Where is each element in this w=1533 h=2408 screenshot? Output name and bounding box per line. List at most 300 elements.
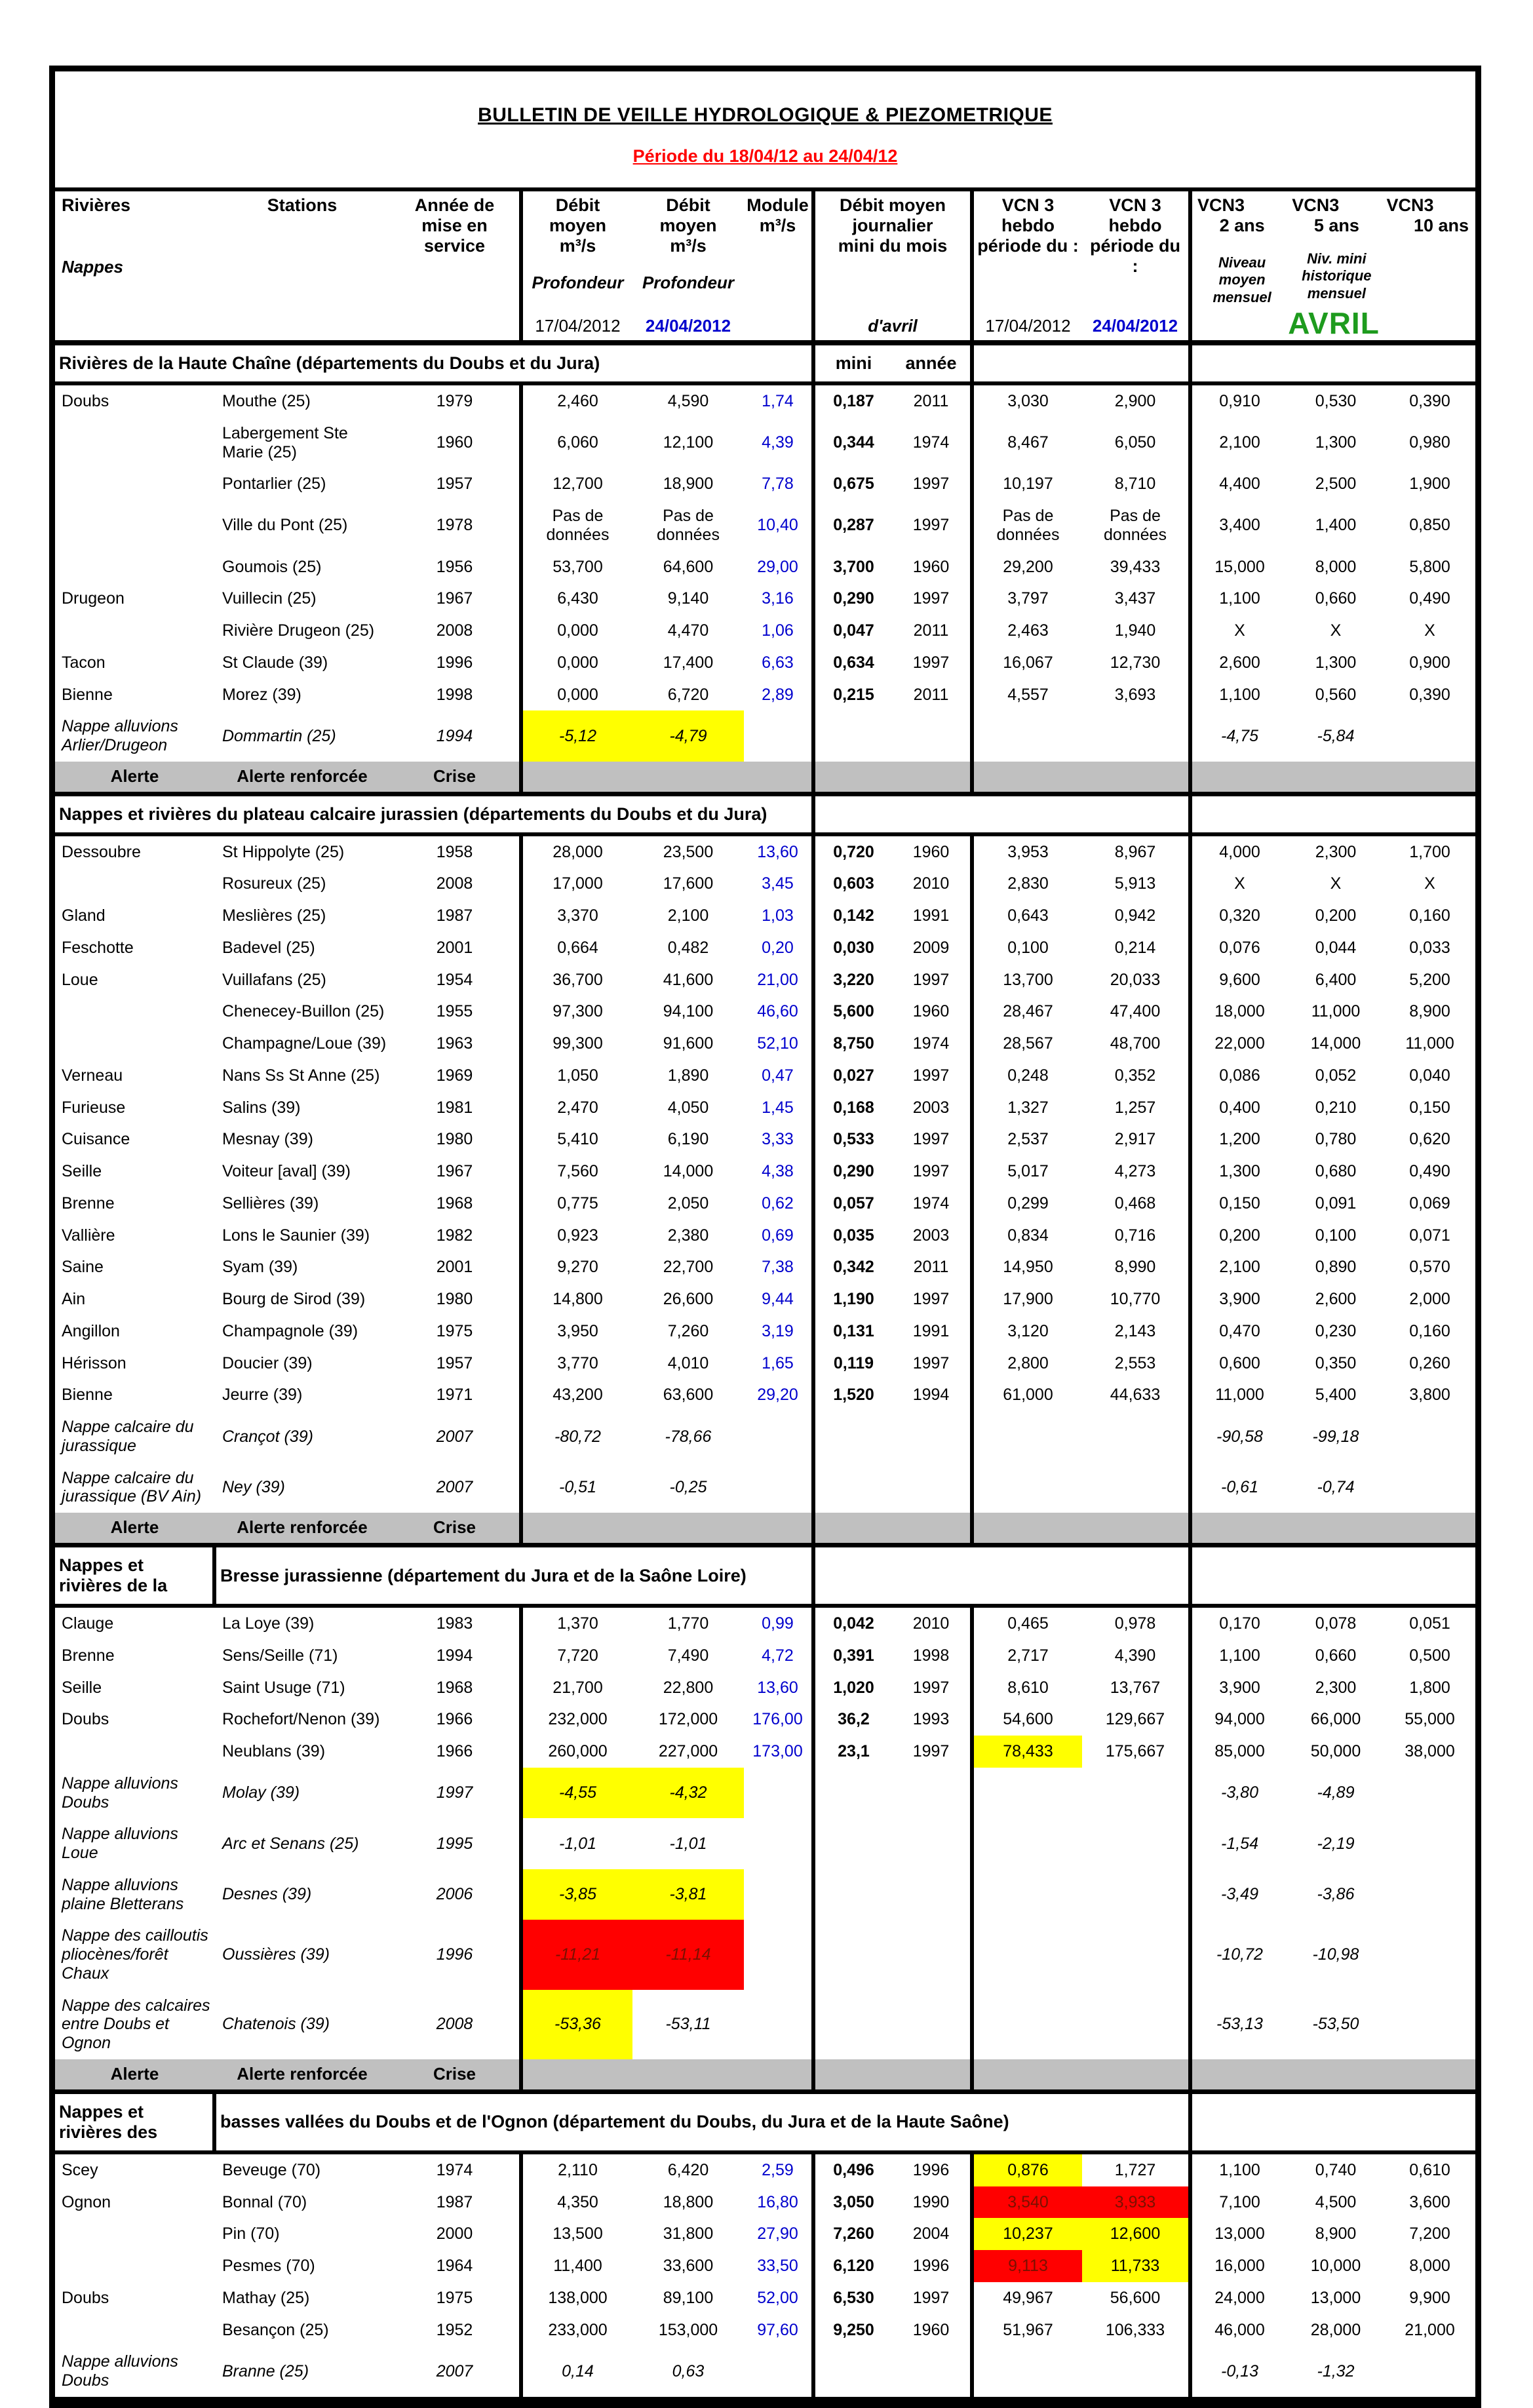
module-cell [744, 1818, 813, 1869]
section-title-spacer [972, 343, 1190, 383]
vcn-hebdo-prev-cell: 8,610 [972, 1672, 1082, 1704]
annee-service-cell: 1979 [436, 392, 473, 411]
debit-prev-cell: 6,430 [521, 583, 632, 615]
vcn-hebdo-prev-cell: 2,830 [972, 868, 1082, 900]
vcn-hebdo-prev-cell: 3,540 [972, 2186, 1082, 2219]
station-cell: Pontarlier (25) [222, 475, 326, 494]
riviere-cell: Angillon [62, 1321, 120, 1340]
vcn3-2ans-cell: 1,300 [1190, 1155, 1287, 1188]
station-cell: Chatenois (39) [222, 2015, 330, 2034]
vcn3-5ans-cell: 14,000 [1310, 1034, 1361, 1053]
debit-curr-cell: 18,800 [663, 2192, 714, 2211]
vcn-hebdo-prev-cell: 5,017 [972, 1155, 1082, 1188]
vcn3-10ans-cell: 5,800 [1409, 557, 1450, 576]
alerte-renforcee-label: Alerte renforcée [214, 1513, 390, 1545]
mini-mois-cell: 0,533 [813, 1123, 892, 1155]
annee-service-cell: 1983 [436, 1614, 473, 1633]
vcn3-5ans-cell: X [1330, 874, 1342, 893]
riviere-cell: Drugeon [62, 589, 125, 608]
vcn3-5ans-cell: -4,89 [1317, 1783, 1355, 1802]
debit-curr-cell: 64,600 [663, 557, 714, 576]
alerte-label: Alerte [55, 2059, 214, 2091]
mini-mois-cell [813, 710, 892, 762]
vcn3-10ans-cell: 38,000 [1405, 1742, 1455, 1761]
riviere-cell: Nappe alluvions Doubs [62, 1774, 178, 1812]
debit-curr-cell: 0,482 [667, 938, 709, 957]
mini-mois-cell: 1,020 [813, 1672, 892, 1704]
station-cell: Mesnay (39) [222, 1130, 313, 1149]
vcn3-5ans-cell: 8,900 [1315, 2224, 1357, 2243]
station-row [55, 1672, 1475, 1704]
module-cell: 0,20 [762, 938, 794, 957]
vcn-hebdo-prev-cell: 2,463 [972, 615, 1082, 647]
mini-annee-cell: 2011 [913, 1258, 949, 1277]
vcn-hebdo-curr-cell: 106,333 [1105, 2320, 1165, 2339]
riviere-cell: Doubs [62, 2288, 109, 2307]
vcn3-10ans-cell [1384, 1920, 1475, 1989]
vcn3-5ans-cell: 0,091 [1315, 1194, 1357, 1213]
module-cell: 27,90 [757, 2224, 798, 2243]
alerte-spacer [813, 762, 972, 794]
debit-prev-cell: -3,85 [521, 1869, 632, 1920]
vcn-hebdo-prev-cell: 0,248 [972, 1060, 1082, 1092]
mini-annee-cell: 1994 [912, 1386, 950, 1405]
station-cell: Ville du Pont (25) [222, 516, 348, 535]
mini-annee-cell: 1996 [912, 2257, 950, 2276]
annee-service-cell: 1971 [436, 1386, 473, 1405]
debit-curr-cell: -4,79 [632, 710, 744, 762]
vcn-hebdo-prev-cell [972, 1920, 1082, 1989]
vcn3-5ans-cell: -3,86 [1317, 1885, 1355, 1904]
vcn3-10ans-cell: 0,490 [1409, 1162, 1450, 1181]
riviere-cell [55, 615, 214, 647]
vcn3-2ans-cell: 11,000 [1190, 1379, 1287, 1411]
mini-mois-cell [813, 1990, 892, 2059]
station-row [55, 964, 1475, 996]
debit-prev-cell: 6,060 [521, 418, 632, 469]
vcn3-10ans-cell: X [1424, 621, 1435, 640]
station-row [55, 2152, 1475, 2186]
debit-curr-cell: 1,890 [667, 1066, 709, 1085]
debit-curr-cell: 33,600 [663, 2257, 714, 2276]
header-debit-journalier: Débit moyen journalier mini du mois d'avril [813, 191, 972, 343]
station-cell: Vuillafans (25) [222, 970, 326, 989]
debit-curr-cell: -11,14 [632, 1920, 744, 1989]
station-row [55, 932, 1475, 964]
mini-mois-cell: 0,603 [813, 868, 892, 900]
station-row [55, 551, 1475, 583]
vcn3-2ans-cell: -90,58 [1190, 1411, 1287, 1462]
vcn3-2ans-cell: 18,000 [1190, 996, 1287, 1028]
header-nappes-label: Nappes [62, 257, 123, 277]
header-vcn-date-curr: 24/04/2012 [1092, 316, 1178, 336]
mini-annee-cell: 2010 [912, 1614, 950, 1633]
vcn3-5ans-cell: 0,210 [1315, 1098, 1357, 1117]
station-row [55, 1640, 1475, 1672]
vcn3-10ans-cell: 0,900 [1409, 653, 1450, 672]
module-cell: 3,19 [762, 1321, 794, 1340]
annee-service-cell: 1997 [436, 1783, 473, 1802]
vcn-hebdo-prev-cell: 3,030 [972, 383, 1082, 418]
vcn3-5ans-cell: 0,052 [1315, 1066, 1357, 1085]
table-header-row [55, 191, 1475, 343]
riviere-cell: Nappe alluvions Loue [62, 1825, 178, 1863]
module-cell: 173,00 [752, 1742, 803, 1761]
vcn-hebdo-curr-cell: 56,600 [1110, 2288, 1161, 2307]
mini-mois-cell: 0,168 [813, 1092, 892, 1124]
vcn3-5ans-cell: 0,740 [1315, 2160, 1357, 2179]
station-row [55, 615, 1475, 647]
vcn3-2ans-cell: 9,600 [1190, 964, 1287, 996]
section-title-lead: Nappes et rivières de la [55, 1545, 214, 1606]
vcn3-10ans-cell: 0,980 [1409, 433, 1450, 452]
annee-service-cell: 2008 [436, 621, 473, 640]
vcn-hebdo-prev-cell [972, 1818, 1082, 1869]
section-title-spacer [1190, 1545, 1475, 1606]
vcn-hebdo-curr-cell: 8,990 [1114, 1258, 1156, 1277]
riviere-cell: Doubs [62, 392, 109, 411]
station-cell: Syam (39) [222, 1258, 298, 1277]
debit-prev-cell: 4,350 [521, 2186, 632, 2219]
station-cell: Dommartin (25) [222, 726, 336, 745]
vcn3-2ans-cell: 0,200 [1190, 1220, 1287, 1252]
vcn-hebdo-curr-cell: 0,942 [1114, 906, 1156, 925]
station-cell: Badevel (25) [222, 938, 315, 957]
vcn-hebdo-curr-cell: 0,978 [1114, 1614, 1156, 1633]
debit-prev-cell: 43,200 [521, 1379, 632, 1411]
debit-prev-cell: 7,560 [521, 1155, 632, 1188]
debit-prev-cell: 233,000 [521, 2314, 632, 2346]
vcn-hebdo-prev-cell: 2,800 [972, 1348, 1082, 1380]
annee-service-cell: 1987 [436, 906, 473, 925]
mini-mois-cell: 1,190 [813, 1283, 892, 1315]
module-cell [744, 1869, 813, 1920]
vcn3-10ans-cell: 0,150 [1409, 1098, 1450, 1117]
vcn-hebdo-prev-cell: 54,600 [972, 1703, 1082, 1736]
station-cell: Desnes (39) [222, 1885, 312, 1904]
debit-curr-cell: 91,600 [663, 1034, 714, 1053]
debit-prev-cell: 0,14 [521, 2346, 632, 2399]
vcn3-5ans-cell: 2,600 [1315, 1290, 1357, 1309]
vcn-hebdo-curr-cell: 0,468 [1114, 1194, 1156, 1213]
module-cell: 1,06 [762, 621, 794, 640]
vcn3-2ans-cell: -1,54 [1190, 1818, 1287, 1869]
debit-prev-cell: 21,700 [521, 1672, 632, 1704]
station-row [55, 468, 1475, 500]
vcn3-10ans-cell: 0,040 [1409, 1066, 1450, 1085]
vcn3-5ans-cell: 10,000 [1310, 2257, 1361, 2276]
annee-service-cell: 2007 [436, 1427, 473, 1446]
vcn3-10ans-cell [1384, 2346, 1475, 2399]
mini-annee-cell: 1960 [912, 1002, 950, 1021]
module-cell: 9,44 [762, 1290, 794, 1309]
section-title-row [55, 343, 1475, 383]
station-cell: Sens/Seille (71) [222, 1646, 338, 1665]
alerte-spacer [813, 1513, 972, 1545]
header-vcn3-2ans: VCN3 2 ans [1197, 195, 1265, 236]
annee-service-cell: 1964 [436, 2257, 473, 2276]
annee-service-cell: 1981 [436, 1098, 473, 1117]
vcn-hebdo-prev-cell: 0,465 [972, 1606, 1082, 1640]
annee-service-cell: 1994 [436, 726, 473, 745]
vcn3-2ans-cell: -3,80 [1190, 1768, 1287, 1819]
debit-prev-cell: 14,800 [521, 1283, 632, 1315]
debit-prev-cell: 53,700 [521, 551, 632, 583]
mini-mois-cell: 7,260 [813, 2218, 892, 2250]
module-cell [744, 1411, 813, 1462]
mini-annee-cell [892, 2346, 972, 2399]
vcn3-5ans-cell: 0,078 [1315, 1614, 1357, 1633]
module-cell [744, 1462, 813, 1513]
debit-curr-cell: Pas de données [657, 507, 720, 544]
debit-curr-cell: 17,400 [663, 653, 714, 672]
station-row [55, 1283, 1475, 1315]
station-cell: Saint Usuge (71) [222, 1678, 345, 1697]
vcn3-10ans-cell [1384, 1768, 1475, 1819]
debit-prev-cell: 0,000 [521, 615, 632, 647]
mini-mois-cell: 3,050 [813, 2186, 892, 2219]
alerte-spacer [521, 2059, 813, 2091]
mini-annee-cell: 1960 [912, 557, 950, 576]
header-annee-service: Année de mise en service [390, 191, 521, 343]
vcn-hebdo-prev-cell: 10,237 [972, 2218, 1082, 2250]
mini-annee-cell: 2009 [912, 938, 950, 957]
vcn3-2ans-cell: X [1190, 868, 1287, 900]
header-debit-prev: Débit moyen m³/s Profondeur 17/04/2012 [521, 191, 632, 343]
module-cell: 0,47 [762, 1066, 794, 1085]
station-row [55, 1736, 1475, 1768]
debit-prev-cell: 138,000 [521, 2282, 632, 2314]
debit-curr-cell: 94,100 [663, 1002, 714, 1021]
module-cell: 29,00 [757, 557, 798, 576]
vcn3-5ans-cell: 0,350 [1315, 1353, 1357, 1372]
station-row [55, 2218, 1475, 2250]
debit-prev-cell: 3,770 [521, 1348, 632, 1380]
alerte-spacer [1190, 1513, 1475, 1545]
module-cell: 2,59 [762, 2160, 794, 2179]
header-vcn-hebdo-prev: VCN 3 hebdo période du : 17/04/2012 [972, 191, 1082, 343]
debit-curr-cell: 153,000 [658, 2320, 718, 2339]
section-title-row [55, 794, 1475, 834]
vcn3-2ans-cell: 1,100 [1190, 2152, 1287, 2186]
riviere-cell: Seille [62, 1162, 102, 1181]
vcn-hebdo-curr-cell [1082, 1869, 1190, 1920]
vcn-hebdo-prev-cell: 2,537 [972, 1123, 1082, 1155]
vcn3-5ans-cell: 0,680 [1315, 1162, 1357, 1181]
debit-curr-cell: -53,11 [665, 2015, 711, 2034]
vcn3-2ans-cell: 3,900 [1190, 1672, 1287, 1704]
module-cell: 21,00 [757, 970, 798, 989]
mini-annee-cell: 1997 [912, 653, 950, 672]
mini-annee-cell: 1997 [912, 1066, 950, 1085]
annee-service-cell: 1987 [436, 2192, 473, 2211]
vcn3-2ans-cell: 3,400 [1190, 500, 1287, 551]
station-row [55, 1251, 1475, 1283]
mini-annee-cell: 1974 [912, 1194, 950, 1213]
vcn-hebdo-curr-cell [1082, 1818, 1190, 1869]
mini-annee-cell: 1974 [912, 1034, 950, 1053]
module-cell: 6,63 [762, 653, 794, 672]
vcn3-2ans-cell: 0,170 [1190, 1606, 1287, 1640]
alerte-row [55, 2059, 1475, 2091]
vcn3-5ans-cell: 0,660 [1315, 1646, 1357, 1665]
module-cell: 0,99 [762, 1614, 794, 1633]
vcn-hebdo-prev-cell [972, 2346, 1082, 2399]
vcn-hebdo-prev-cell [972, 710, 1082, 762]
riviere-cell [55, 996, 214, 1028]
bulletin-page [49, 66, 1481, 2408]
station-cell: Meslières (25) [222, 906, 326, 925]
vcn3-10ans-cell: 0,051 [1409, 1614, 1450, 1633]
debit-prev-cell: 3,950 [521, 1315, 632, 1348]
vcn3-5ans-cell: -2,19 [1317, 1834, 1355, 1853]
riviere-cell: Brenne [62, 1194, 115, 1213]
vcn3-2ans-cell: -0,13 [1190, 2346, 1287, 2399]
mini-annee-cell: 1974 [912, 433, 950, 452]
mini-annee-cell: 1997 [912, 1353, 950, 1372]
vcn-hebdo-curr-cell: 13,767 [1110, 1678, 1161, 1697]
riviere-cell [55, 418, 214, 469]
annee-service-cell: 1963 [436, 1034, 473, 1053]
riviere-cell: Gland [62, 906, 106, 925]
vcn3-2ans-cell: 0,320 [1190, 900, 1287, 932]
debit-prev-cell: -80,72 [521, 1411, 632, 1462]
debit-prev-cell: -11,21 [521, 1920, 632, 1989]
riviere-cell: Nappe alluvions plaine Bletterans [62, 1875, 184, 1913]
riviere-cell: Ognon [62, 2192, 111, 2211]
vcn-hebdo-curr-cell: 48,700 [1110, 1034, 1161, 1053]
riviere-cell [55, 2250, 214, 2282]
mini-mois-cell: 0,030 [813, 932, 892, 964]
vcn3-2ans-cell: 4,000 [1190, 834, 1287, 868]
module-cell: 4,72 [762, 1646, 794, 1665]
debit-curr-cell: 12,100 [663, 433, 714, 452]
station-cell: Vuillecin (25) [222, 589, 317, 608]
mini-annee-cell [892, 710, 972, 762]
header-vcn-hebdo-curr: VCN 3 hebdo période du : 24/04/2012 [1082, 191, 1190, 343]
debit-curr-cell: 23,500 [663, 842, 714, 861]
mini-mois-cell: 0,720 [813, 834, 892, 868]
vcn3-10ans-cell: 0,490 [1409, 589, 1450, 608]
station-row [55, 2282, 1475, 2314]
vcn3-10ans-cell: 21,000 [1405, 2320, 1455, 2339]
section-title-spacer [1190, 2091, 1475, 2152]
annee-service-cell: 2001 [436, 938, 473, 957]
header-date-curr: 24/04/2012 [645, 316, 731, 336]
annee-service-cell: 1957 [436, 1353, 473, 1372]
vcn-hebdo-prev-cell: 0,643 [972, 900, 1082, 932]
station-row [55, 2346, 1475, 2399]
debit-prev-cell: -53,36 [521, 1990, 632, 2059]
vcn-hebdo-curr-cell: 175,667 [1105, 1742, 1165, 1761]
header-niv-mini-hist: Niv. mini historique mensuel [1302, 250, 1372, 301]
annee-service-cell: 2006 [436, 1885, 473, 1904]
mini-annee-cell: 1993 [912, 1710, 950, 1729]
debit-prev-cell: 99,300 [521, 1028, 632, 1060]
debit-curr-cell: 22,700 [663, 1258, 714, 1277]
annee-service-cell: 1978 [436, 516, 473, 535]
mini-annee-cell: 1991 [912, 1321, 950, 1340]
vcn3-10ans-cell: 9,900 [1409, 2288, 1450, 2307]
riviere-cell: Brenne [62, 1646, 115, 1665]
module-cell: 13,60 [757, 1678, 798, 1697]
debit-curr-cell: 4,010 [667, 1353, 709, 1372]
vcn-hebdo-curr-cell: 4,390 [1114, 1646, 1156, 1665]
vcn3-5ans-cell: -10,98 [1312, 1945, 1359, 1964]
mini-annee-cell: 1997 [912, 589, 950, 608]
station-cell: Sellières (39) [222, 1194, 319, 1213]
debit-curr-cell: 6,190 [667, 1130, 709, 1149]
station-cell: Champagnole (39) [222, 1321, 359, 1340]
annee-service-cell: 1994 [436, 1646, 473, 1665]
module-cell: 13,60 [757, 842, 798, 861]
annee-service-cell: 1980 [436, 1290, 473, 1309]
vcn3-2ans-cell: 13,000 [1190, 2218, 1287, 2250]
vcn-hebdo-prev-cell: Pas de données [972, 500, 1082, 551]
vcn3-2ans-cell: 4,400 [1190, 468, 1287, 500]
station-cell: Bourg de Sirod (39) [222, 1290, 366, 1309]
module-cell: 16,80 [757, 2192, 798, 2211]
vcn-hebdo-curr-cell [1082, 1920, 1190, 1989]
debit-prev-cell: 232,000 [521, 1703, 632, 1736]
mini-annee-cell: 1997 [912, 1162, 950, 1181]
mini-mois-cell [813, 2346, 892, 2399]
riviere-cell [55, 2314, 214, 2346]
station-cell: Rochefort/Nenon (39) [222, 1710, 380, 1729]
annee-service-cell: 1975 [436, 1321, 473, 1340]
annee-service-cell: 1958 [436, 842, 473, 861]
station-row [55, 2314, 1475, 2346]
vcn3-10ans-cell: 7,200 [1409, 2224, 1450, 2243]
vcn3-5ans-cell: 1,300 [1315, 653, 1357, 672]
header-debit-curr: Débit moyen m³/s Profondeur 24/04/2012 [632, 191, 744, 343]
mini-mois-cell: 0,344 [813, 418, 892, 469]
debit-curr-cell: 7,260 [667, 1321, 709, 1340]
header-vcn3-10ans: VCN3 10 ans [1386, 195, 1469, 236]
debit-prev-cell: 0,000 [521, 679, 632, 711]
vcn-hebdo-curr-cell: 0,214 [1114, 938, 1156, 957]
debit-prev-cell: 5,410 [521, 1123, 632, 1155]
debit-prev-cell: 3,370 [521, 900, 632, 932]
mini-mois-cell [813, 1411, 892, 1462]
annee-service-cell: 1955 [436, 1002, 473, 1021]
module-cell [744, 2346, 813, 2399]
vcn-hebdo-curr-cell: 3,933 [1082, 2186, 1190, 2219]
vcn3-2ans-cell: -53,13 [1190, 1990, 1287, 2059]
vcn-hebdo-prev-cell: 0,876 [972, 2152, 1082, 2186]
vcn3-5ans-cell: 0,560 [1315, 685, 1357, 704]
station-row [55, 1869, 1475, 1920]
vcn3-2ans-cell: 24,000 [1190, 2282, 1287, 2314]
riviere-cell [55, 1028, 214, 1060]
station-row [55, 710, 1475, 762]
alerte-renforcee-label: Alerte renforcée [214, 2059, 390, 2091]
header-module: Module m³/s [744, 191, 813, 343]
vcn3-5ans-cell: 0,200 [1315, 906, 1357, 925]
header-vcn3-block [1190, 191, 1475, 343]
debit-prev-cell: 0,775 [521, 1188, 632, 1220]
station-row [55, 834, 1475, 868]
vcn-hebdo-prev-cell: 1,327 [972, 1092, 1082, 1124]
riviere-cell: Hérisson [62, 1353, 126, 1372]
debit-prev-cell: 17,000 [521, 868, 632, 900]
vcn3-5ans-cell: 0,530 [1315, 392, 1357, 411]
section-title-row [55, 1545, 1475, 1606]
vcn-hebdo-curr-cell [1082, 1411, 1190, 1462]
alerte-spacer [972, 762, 1190, 794]
station-cell: Voiteur [aval] (39) [222, 1162, 351, 1181]
mini-mois-cell: 0,634 [813, 647, 892, 679]
